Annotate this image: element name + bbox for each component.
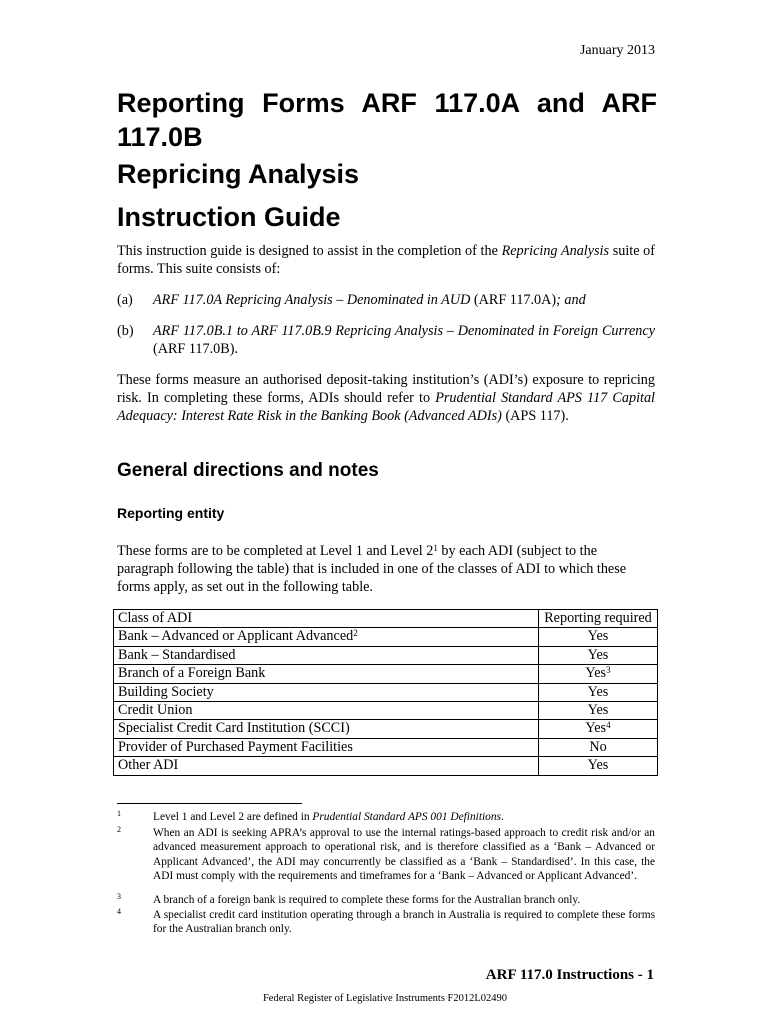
list-item-label: (a) xyxy=(117,292,133,308)
reporting-required-cell xyxy=(539,646,658,664)
adi-class-text: Building Society xyxy=(118,683,214,700)
adi-class-cell xyxy=(114,646,539,664)
reporting-required-text: Yes xyxy=(585,720,607,737)
document-guide-title: Instruction Guide xyxy=(117,202,341,232)
intro-paragraph xyxy=(117,243,655,279)
adi-class-cell xyxy=(114,628,539,646)
footnote-number: 2 xyxy=(117,825,121,834)
page-footer: Federal Register of Legislative Instruments F2012L02490 xyxy=(262,993,508,1004)
document-date: January 2013 xyxy=(579,43,655,58)
list-item-rest: (ARF 117.0B). xyxy=(153,340,238,357)
footnote-ref[interactable]: 2 xyxy=(353,628,358,639)
reporting-required-text: Yes xyxy=(587,646,609,663)
footnote-text: A branch of a foreign bank is required to complete these forms for the Australian branch only. xyxy=(153,894,581,906)
list-item-italic: ARF 117.0B.1 to ARF 117.0B.9 Repricing Analysis – Denominated in Foreign Currency xyxy=(153,323,655,339)
adi-class-cell xyxy=(114,738,539,756)
reporting-required-text: Yes xyxy=(587,628,609,645)
table-row xyxy=(114,665,658,683)
document-title: Reporting Forms ARF 117.0A and ARF 117.0B xyxy=(117,88,657,152)
footnote-ref[interactable]: 4 xyxy=(606,720,611,731)
list-item-italic: ARF 117.0A Repricing Analysis – Denominated in AUD xyxy=(153,292,471,308)
table-header-required: Reporting required xyxy=(539,610,658,628)
list-item-text xyxy=(153,292,655,310)
footnote-4 xyxy=(117,908,655,937)
table-row xyxy=(114,628,658,646)
table-row xyxy=(114,646,658,664)
footnote-divider xyxy=(117,803,302,804)
adi-class-text: Provider of Purchased Payment Facilities xyxy=(118,738,353,755)
footnote-text xyxy=(153,810,655,824)
intro-text: This instruction guide is designed to assist in the completion of the xyxy=(117,243,502,259)
entity-paragraph xyxy=(117,543,655,596)
footnote-ref[interactable]: 3 xyxy=(606,665,611,676)
exposure-text-end: (APS 117). xyxy=(501,407,569,424)
table-row xyxy=(114,738,658,756)
adi-class-cell xyxy=(114,702,539,720)
footnote-text-end: . xyxy=(500,811,504,823)
list-item-label: (b) xyxy=(117,323,134,339)
table-body xyxy=(114,628,658,775)
adi-class-text: Bank – Advanced or Applicant Advanced xyxy=(118,628,354,645)
adi-class-text: Other ADI xyxy=(118,757,179,774)
table-row xyxy=(114,702,658,720)
adi-class-text: Branch of a Foreign Bank xyxy=(118,665,266,682)
list-item-text xyxy=(153,323,655,359)
footnote-text: When an ADI is seeking APRA’s approval to use the internal ratings-based approach to credit risk and/or an advanced measurement approach to operational risk, and is therefore classified as a ‘Bank – Advanced or Applicant Advanced’, the ADI may concurrently be classified as a ‘Bank – Standardised’. In this case, the ADI must comply with the requirements and timeframes for a ‘Bank – Advanced or Applicant Advanced’. xyxy=(153,827,655,883)
adi-class-cell xyxy=(114,683,539,701)
exposure-paragraph xyxy=(117,372,655,425)
reporting-required-cell xyxy=(539,683,658,701)
footnote-number: 4 xyxy=(117,907,121,916)
exposure-italic: Prudential Standard APS 117 Capital Adequacy: Interest Rate Risk in the Banking Book (Advanced ADIs) xyxy=(117,389,655,424)
reporting-required-text: Yes xyxy=(585,665,607,682)
list-item-rest: (ARF 117.0A) xyxy=(470,292,557,308)
adi-class-text: Bank – Standardised xyxy=(118,646,236,663)
footnote-text-part: Level 1 and Level 2 are defined in xyxy=(153,811,313,823)
list-item-end: ; and xyxy=(556,292,586,308)
adi-class-cell xyxy=(114,720,539,738)
footnote-1 xyxy=(117,810,655,824)
footnote-number: 1 xyxy=(117,809,121,818)
footnote-ref[interactable]: 1 xyxy=(433,543,438,553)
adi-class-table xyxy=(113,609,658,776)
list-item-a xyxy=(117,292,655,310)
table-header-row xyxy=(114,610,658,628)
table-row xyxy=(114,683,658,701)
section-heading: General directions and notes xyxy=(117,460,379,481)
entity-text: These forms are to be completed at Level 1 and Level 2 xyxy=(117,543,434,559)
intro-italic: Repricing Analysis xyxy=(501,243,610,259)
adi-class-text: Credit Union xyxy=(118,702,193,719)
page-number: ARF 117.0 Instructions - 1 xyxy=(485,967,654,983)
reporting-required-cell xyxy=(539,702,658,720)
reporting-required-cell xyxy=(539,720,658,738)
adi-class-cell xyxy=(114,757,539,775)
table-row xyxy=(114,757,658,775)
footnote-italic: Prudential Standard APS 001 Definitions xyxy=(312,811,501,823)
exposure-text: These forms measure an authorised deposit-taking institution’s (ADI’s) exposure to repricing risk. In completing these forms, ADIs should refer to xyxy=(117,372,655,406)
reporting-required-text: Yes xyxy=(587,683,609,700)
adi-class-text: Specialist Credit Card Institution (SCCI) xyxy=(118,720,350,737)
footnote-text: A specialist credit card institution operating through a branch in Australia is required to complete these forms for the Australian branch only. xyxy=(153,909,655,936)
reporting-required-cell xyxy=(539,628,658,646)
footnote-3 xyxy=(117,893,655,907)
table-header-class: Class of ADI xyxy=(114,610,539,628)
reporting-required-text: Yes xyxy=(587,757,609,774)
list-item-b xyxy=(117,323,655,359)
intro-text-end: suite of forms. This suite consists of: xyxy=(117,243,655,277)
footnote-number: 3 xyxy=(117,892,121,901)
entity-text-end: by each ADI (subject to the paragraph following the table) that is included in one of the classes of ADI to which these forms apply, as set out in the following table. xyxy=(117,543,627,595)
reporting-required-cell xyxy=(539,757,658,775)
reporting-required-cell xyxy=(539,665,658,683)
reporting-required-text: Yes xyxy=(587,702,609,719)
table-row xyxy=(114,720,658,738)
section-subheading: Reporting entity xyxy=(117,505,225,521)
reporting-required-cell xyxy=(539,738,658,756)
footnote-2 xyxy=(117,826,655,884)
reporting-required-text: No xyxy=(589,738,607,755)
adi-class-cell xyxy=(114,665,539,683)
document-subtitle: Repricing Analysis xyxy=(117,159,360,189)
